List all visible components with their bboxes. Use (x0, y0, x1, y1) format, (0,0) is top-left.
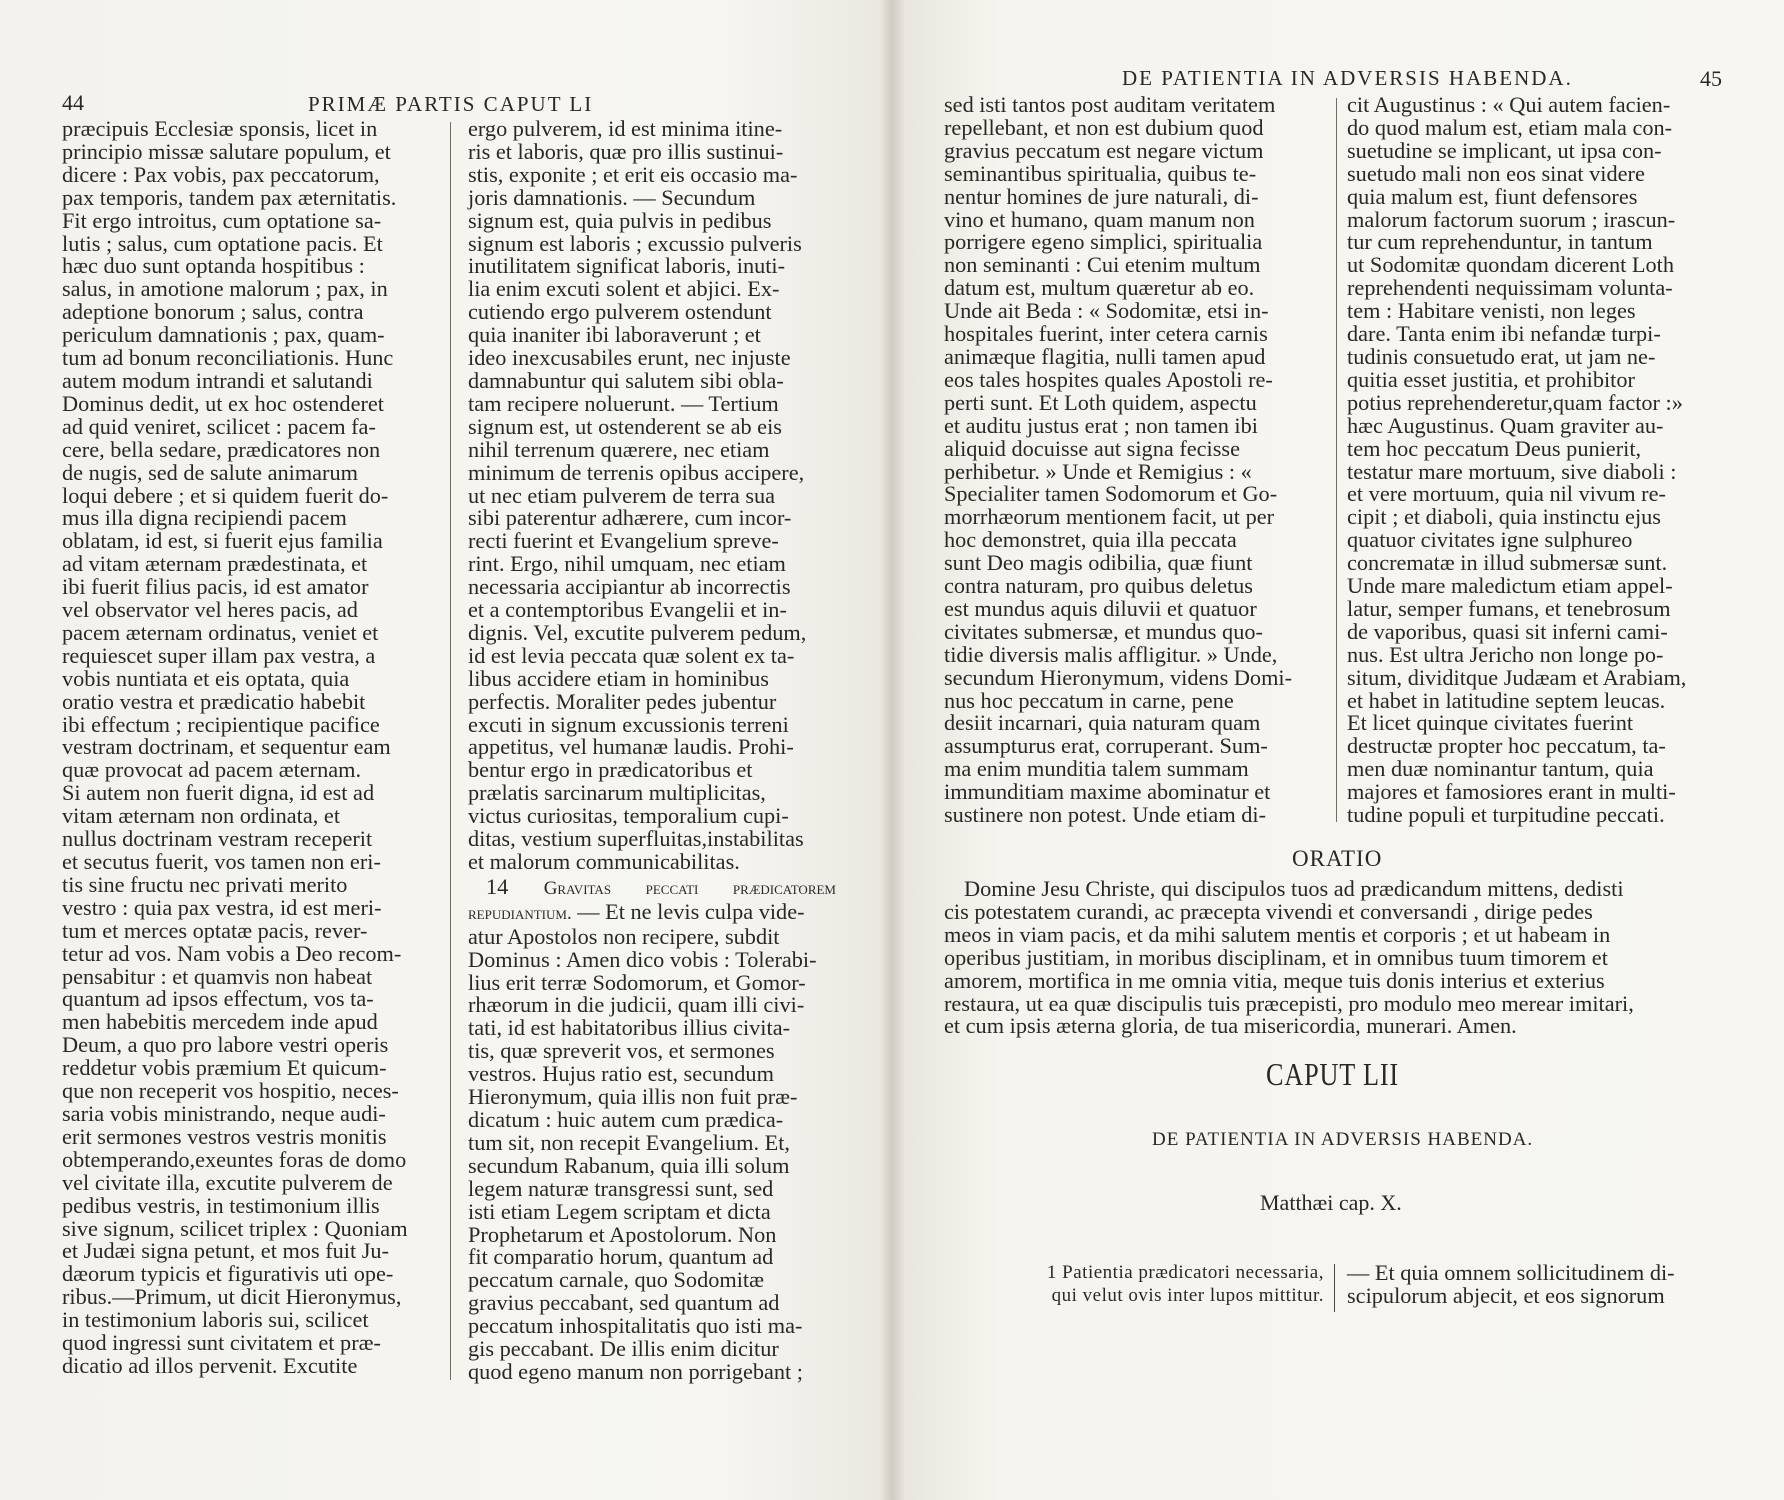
column-rule (1336, 98, 1337, 822)
section-paragraph (468, 873, 836, 1384)
right-page (892, 0, 1784, 1500)
body-text: sed isti tantos post auditam veritatem repellebant, et non est dubium quod gravius peccatum est negare victum seminantibus spiritualia, quibus te- nentur homines de jure naturali, di- vino et humano, quam manum non porrigere egeno simplici, spiritualia non seminanti : Cui etenim multum datum est, multum quæretur ab eo. Unde ait Beda : « Sodomitæ, etsi in- hospitales fuerint, inter cetera carnis animæque flagitia, nulli tamen apud eos tales hospites quales Apostoli re- perti sunt. Et Loth quidem, aspectu et auditu justus erat ; non tamen ibi aliquid docuisse aut signa fecisse perhibetur. » Unde et Remigius : « Specialiter tamen Sodomorum et Go- morrhæorum mentionem facit, ut per hoc demonstret, quia illa peccata sunt Deo magis odibilia, quæ fiunt contra naturam, pro quibus deletus est mundus aquis diluvii et quatuor civitates submersæ, et mundus quo- tidie diversis malis affligitur. » Unde, secundum Hieronymum, videns Domi- nus hoc peccatum in carne, pene desiit incarnari, quia naturam quam assumpturus erat, corruperant. Sum- ma enim munditia talem summam immunditiam maxime abominatur et sustinere non potest. Unde etiam di- (944, 92, 1293, 828)
summary-rule (1334, 1264, 1335, 1312)
body-text: — Et ne levis culpa vide- atur Apostolos non recipere, subdit Dominus : Amen dico vobis : Tolerabi- lius erit terræ Sodomorum, et Gomor- rhæorum in die judicii, quam illi civi- tati, id est habitatoribus illius civita- tis, quæ spreverit vos, et sermones vestros. Hujus ratio est, secundum Hieronymum, quia illis non fuit præ- dicatum : huic autem cum prædica- tum sit, non recepit Evangelium. Et, secundum Rabanum, quia illi solum legem naturæ transgressi sunt, sed isti etiam Legem scriptam et dicta Prophetarum et Apostolorum. Non fit comparatio horum, quantum ad peccatum carnale, quo Sodomitæ gravius peccabant, sed quantum ad peccatum inhospitalitatis quo isti ma- gis peccabant. De illis enim dicitur quod egeno manum non porrigebant ; (468, 898, 817, 1384)
text-column-2 (468, 118, 836, 1384)
text-column-1 (62, 118, 432, 1378)
text-column-2 (1347, 94, 1725, 827)
section-heading: Gravitas peccati prædicatorem repudiantium. (468, 877, 836, 924)
page-number: 45 (1700, 66, 1722, 91)
body-text: cit Augustinus : « Qui autem facien- do quod malum est, etiam mala con- suetudine se implicant, ut ipsa con- suetudo mali non eos sinat videre quia malum est, fiunt defensores malorum factorum suorum ; irascun- tur cum reprehenduntur, in tantum ut Sodomitæ quondam dicerent Loth reprehendenti nequissimam volunta- tem : Habitare venisti, non leges dare. Tanta enim ibi nefandæ turpi- tudinis consuetudo erat, ut jam ne- quitia esset justitia, et prohibitor potius reprehenderetur,quam factor :» hæc Augustinus. Quam graviter au- tem hoc peccatum Deus punierit, testatur mare mortuum, sive diaboli : et vere mortuum, quia nil vivum re- cipit ; et diaboli, quia instinctu ejus quatuor civitates igne sulphureo concrematæ in illud submersæ sunt. Unde mare maledictum etiam appel- latur, semper fumans, et tenebrosum de vaporibus, quasi sit inferni cami- nus. Est ultra Jericho non longe po- situm, dividitque Judæam et Arabiam, et habet in latitudine septem leucas. Et licet quinque civitates fuerint destructæ propter hoc peccatum, ta- men duæ nominantur tantum, quia majores et famosiores erant in multi- tudine populi et turpitudine peccati. (1347, 92, 1687, 828)
text-column-1 (944, 94, 1326, 827)
oratio-text: Domine Jesu Christe, qui discipulos tuos ad prædicandum mittens, dedisti cis potestatem curandi, ac præcepta vivendi et conversandi , dirige pedes meos in viam pacis, et da mihi salutem mentis et corporis ; et ut habeam in operibus justitiam, in moribus disciplinam, et in omnibus tuum timorem et amorem, mortifica in me omnia vitia, meque tuis donis interius et exterius restaura, ut ea quæ discipulis tuis præcepisti, pro modulo meo merear imitari, et cum ipsis æterna gloria, de tua misericordia, munerari. Amen. (944, 876, 1634, 1039)
running-head: DE PATIENTIA IN ADVERSIS HABENDA. (1122, 66, 1573, 90)
chapter-source: Matthæi cap. X. (1260, 1190, 1402, 1215)
column-rule (450, 122, 451, 1380)
oratio-title: ORATIO (1292, 846, 1383, 871)
running-head: PRIMÆ PARTIS CAPUT LI (308, 92, 594, 116)
body-text: ergo pulverem, id est minima itine- ris et laboris, quæ pro illis sustinui- stis, exponite ; et erit eis occasio ma- joris damnationis. — Secundum signum est, quia pulvis in pedibus signum est laboris ; excussio pulveris inutilitatem significat laboris, inuti- lia enim excuti solent et abjici. Ex- cutiendo ergo pulverem ostendunt quia inaniter ibi laboraverunt ; et ideo inexcusabiles erunt, nec injuste damnabuntur qui salutem sibi obla- tam recipere noluerunt. — Tertium signum est, ut ostenderent se ab eis nihil terrenum quærere, nec etiam minimum de terrenis opibus accipere, ut nec etiam pulverem de terra sua sibi paterentur adhærere, cum incor- recti fuerint et Evangelium spreve- rint. Ergo, nihil umquam, nec etiam necessaria accipiantur ab incorrectis et a contemptoribus Evangelii et in- dignis. Vel, excutite pulverem pedum, id est levia peccata quæ solent ex ta- libus accidere etiam in hominibus perfectis. Moraliter pedes jubentur excuti in signum excussionis terreni appetitus, vel humanæ laudis. Prohi- bentur ergo in prædicatoribus et prælatis sarcinarum multiplicitas, victus curiositas, temporalium cupi- ditas, vestium superfluitas,instabilitas et malorum communicabilitas. (468, 116, 807, 874)
chapter-title: CAPUT LII (1266, 1056, 1399, 1092)
body-text: — Et quia omnem sollicitudinem di- scipulorum abjecit, et eos signorum (1347, 1260, 1675, 1308)
book-gutter (880, 0, 904, 1500)
body-text: præcipuis Ecclesiæ sponsis, licet in principio missæ salutare populum, et dicere : Pax vobis, pax peccatorum, pax temporis, tandem pax æternitatis. Fit ergo introitus, cum optatione sa- lutis ; salus, cum optatione pacis. Et hæc duo sunt optanda hospitibus : salus, in amotione malorum ; pax, in adeptione bonorum ; salus, contra periculum damnationis ; pax, quam- tum ad bonum reconciliationis. Hunc autem modum intrandi et salutandi Dominus dedit, ut ex hoc ostenderet ad quid veniret, scilicet : pacem fa- cere, bella sedare, prædicatores non de nugis, sed de salute animarum loqui debere ; et si quidem fuerit do- mus illa digna recipiendi pacem oblatam, id est, si fuerit ejus familia ad vitam æternam prædestinata, et ibi fuerit filius pacis, id est amator vel observator vel heres pacis, ad pacem æternam ordinatus, veniet et requiescet super illam pax vestra, a vobis nuntiata et eis optata, quia oratio vestra et prædicatio habebit ibi effectum ; recipientique pacifice vestram doctrinam, et sequentur eam quæ provocat ad pacem æternam. Si autem non fuerit digna, id est ad vitam æternam non ordinata, et nullus doctrinam vestram receperit et secutus fuerit, vos tamen non eri- tis sine fructu nec privati merito vestro : quia pax vestra, id est meri- tum et merces optatæ pacis, rever- tetur ad vos. Nam vobis a Deo recom- pensabitur : et quamvis non habeat quantum ad ipsos effectum, vos ta- men habebitis mercedem inde apud Deum, a quo pro labore vestri operis reddetur vobis præmium Et quicum- que non receperit vos hospitio, neces- saria vobis ministrando, neque audi- erit sermones vestros vestris monitis obtemperando,exeuntes foras de domo vel civitate illa, excutite pulverem de pedibus vestris, in testimonium illis sive signum, scilicet triplex : Quoniam et Judæi signa petunt, et mos fuit Ju- dæorum typicis et figurativis uti ope- ribus.—Primum, ut dicit Hieronymus, in testimonium laboris sui, scilicet quod ingressi sunt civitatem et præ- dicatio ad illos pervenit. Excutite (62, 116, 408, 1378)
section-summary: 1 Patientia prædicatori necessaria, qui velut ovis inter lupos mittitur. (1046, 1262, 1324, 1306)
page-number: 44 (62, 90, 84, 115)
section-number: 14 (486, 873, 509, 899)
chapter-subtitle: DE PATIENTIA IN ADVERSIS HABENDA. (1152, 1129, 1534, 1150)
